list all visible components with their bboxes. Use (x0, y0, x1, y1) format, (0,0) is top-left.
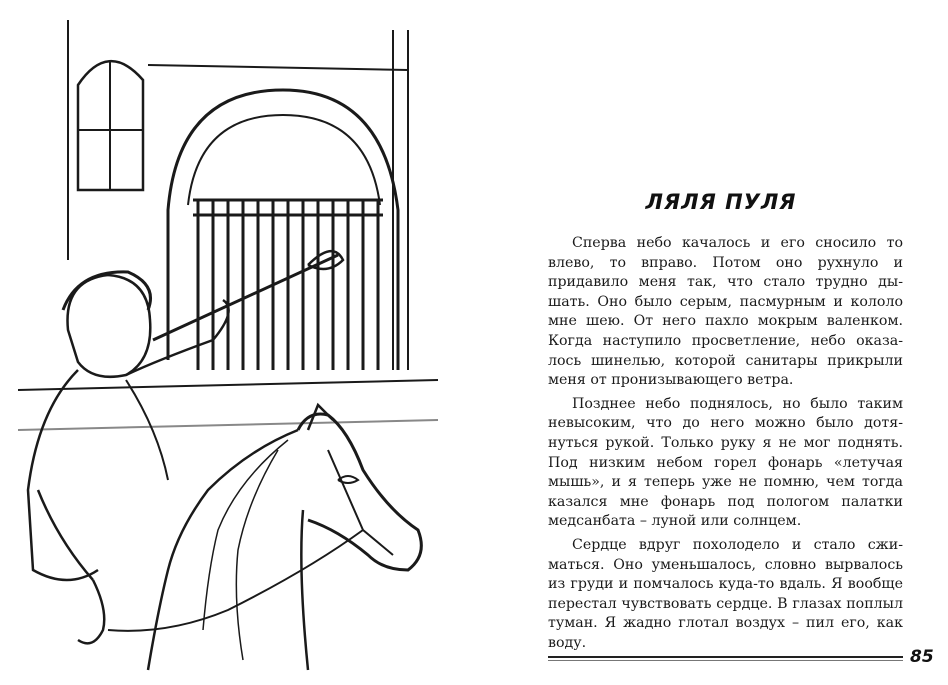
boy-on-horse-drawing-icon (8, 10, 448, 675)
paragraph: Сперва небо качалось и его сносило то влево, то вправо. Потом оно рухнуло и придавило меня так, что стало трудно дышать. Оно было серым, пасмурным и кололо мне шею. От него пахло мокрым валенком. Когда наступило просветление, небо оказалось шинелью, которой санитары прикрыли меня от пронизывающего ветра. (548, 235, 903, 389)
chapter-title: ЛЯЛЯ ПУЛЯ (645, 190, 797, 214)
page-number: 85 (910, 647, 934, 667)
text-page (540, 0, 930, 685)
body-text (548, 234, 903, 657)
illustration (8, 10, 448, 675)
footer-rule (548, 656, 903, 658)
footer-rule-secondary (548, 660, 903, 661)
paragraph: Позднее небо поднялось, но было таким невысоким, что до него можно было дотянуться рукой. Только руку я не мог поднять. Под низким небом горел фонарь «летучая мышь», и я теперь уже не помню, чем тогда казался мне фонарь под пологом палатки медсанбата – луной или солнцем. (548, 395, 903, 530)
paragraph: Сердце вдруг похолодело и стало сжиматься. Оно уменьшалось, словно вырвалось из груди и помчалось куда-то вдаль. Я вообще перестал чувствовать сердце. В глазах поплыл туман. Я жадно глотал воздух – пил его, как воду. (548, 536, 903, 651)
